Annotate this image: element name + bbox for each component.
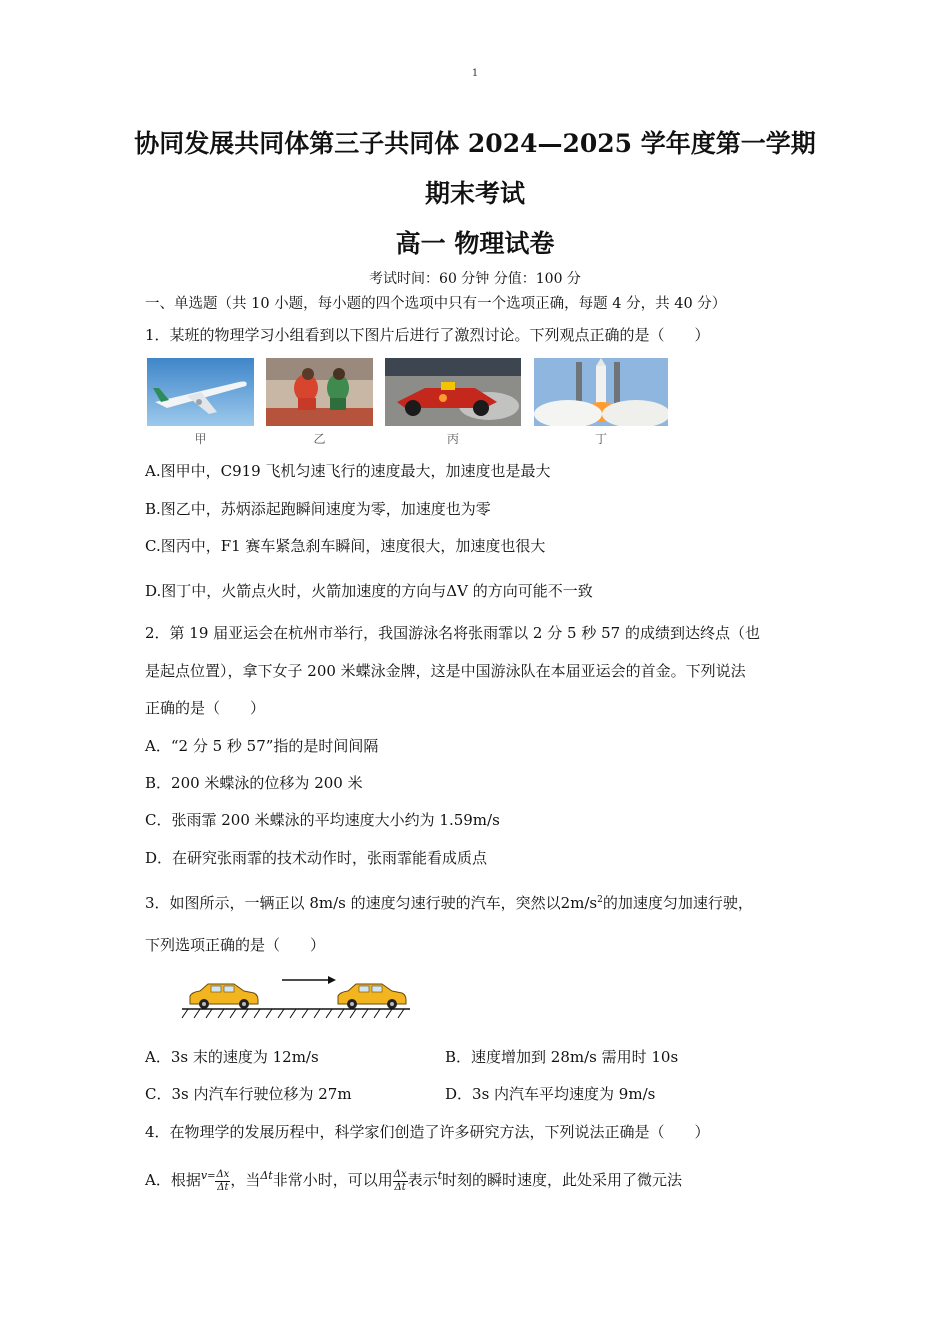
q4-var-v: v (200, 1169, 208, 1182)
q2-stem-line2: 是起点位置），拿下女子 200 米蝶泳金牌，这是中国游泳队在本届亚运会的首金。下列说法 (145, 662, 746, 680)
q4-fraction-1: $\frac{\Delta x}{\Delta t}$ (216, 1168, 230, 1193)
q3-option-d: D．3s 内汽车平均速度为 9m/s (445, 1085, 656, 1103)
q3-option-a: A．3s 末的速度为 12m/s (145, 1048, 319, 1066)
page-number: 1 (471, 68, 479, 79)
car-right-icon (338, 984, 406, 1009)
photo-f1-car (385, 358, 521, 426)
q2-option-d: D．在研究张雨霏的技术动作时，张雨霏能看成质点 (145, 849, 488, 867)
q2-option-b: B．200 米蝶泳的位移为 200 米 (145, 774, 363, 792)
q1-option-b: B.图乙中，苏炳添起跑瞬间速度为零，加速度也为零 (145, 500, 491, 518)
q2-option-c: C．张雨霏 200 米蝶泳的平均速度大小约为 1.59m/s (145, 811, 500, 829)
q4-a-part2: ，当 (230, 1171, 261, 1189)
q4-a-part3: 非常小时，可以用 (272, 1171, 393, 1189)
exam-title-line2: 期末考试 (424, 179, 525, 208)
q1-stem: 1．某班的物理学习小组看到以下图片后进行了激烈讨论。下列观点正确的是（ ） (145, 326, 710, 344)
q4-var-dt: Δt (260, 1169, 273, 1182)
exam-meta: 考试时间：60 分钟 分值：100 分 (369, 271, 581, 287)
q4-a-part4: 表示 (407, 1171, 438, 1189)
q1-option-a: A.图甲中，C919 飞机匀速飞行的速度最大，加速度也是最大 (145, 462, 551, 480)
exam-title-line3: 高一 物理试卷 (395, 229, 555, 258)
q4-stem: 4．在物理学的发展历程中，科学家们创造了许多研究方法，下列说法正确是（ ） (145, 1123, 710, 1141)
caption-jia: 甲 (194, 432, 207, 446)
q4-equals: = (207, 1171, 216, 1182)
q4-option-a (145, 1156, 682, 1196)
car-left-icon (190, 984, 258, 1009)
caption-ding: 丁 (594, 432, 607, 446)
photo-rocket-launch (534, 358, 668, 426)
q4-a-part5: 时刻的瞬时速度，此处采用了微元法 (442, 1171, 683, 1189)
q4-a-part1: A．根据 (145, 1171, 201, 1189)
q3-option-c: C．3s 内汽车行驶位移为 27m (145, 1085, 352, 1103)
q3-stem-line2: 下列选项正确的是（ ） (145, 936, 326, 954)
q3-option-b: B．速度增加到 28m/s 需用时 10s (445, 1048, 679, 1066)
section-header: 一、单选题（共 10 小题，每小题的四个选项中只有一个选项正确，每题 4 分，共 40 分） (145, 296, 727, 312)
q3-acceleration: $2m/s^2$ (560, 894, 603, 912)
q4-fraction-2: $\frac{\Delta x}{\Delta t}$ (393, 1168, 407, 1193)
q3-car-diagram (178, 970, 414, 1022)
q3-stem-line1 (145, 892, 753, 913)
q3-stem-part2: 的加速度匀加速行驶， (602, 894, 753, 912)
photo-airplane (147, 358, 254, 426)
caption-bing: 丙 (446, 432, 459, 446)
q1-option-c: C.图丙中，F1 赛车紧急刹车瞬间，速度很大，加速度也很大 (145, 537, 546, 555)
q2-stem-line1: 2．第 19 届亚运会在杭州市举行，我国游泳名将张雨霏以 2 分 5 秒 57 的成绩到达终点（也 (145, 624, 760, 642)
exam-title-line1: 协同发展共同体第三子共同体 2024—2025 学年度第一学期 (134, 129, 816, 158)
q3-stem-part1: 3．如图所示，一辆正以 8m/s 的速度匀速行驶的汽车，突然以 (145, 894, 561, 912)
q2-option-a: A．“2 分 5 秒 57”指的是时间间隔 (145, 737, 379, 755)
q1-option-d: D.图丁中，火箭点火时，火箭加速度的方向与ΔV 的方向可能不一致 (145, 582, 593, 600)
q2-stem-line3: 正确的是（ ） (145, 699, 266, 717)
photo-sprinters (266, 358, 373, 426)
caption-yi: 乙 (313, 432, 326, 446)
q4-var-t: t (437, 1169, 443, 1182)
